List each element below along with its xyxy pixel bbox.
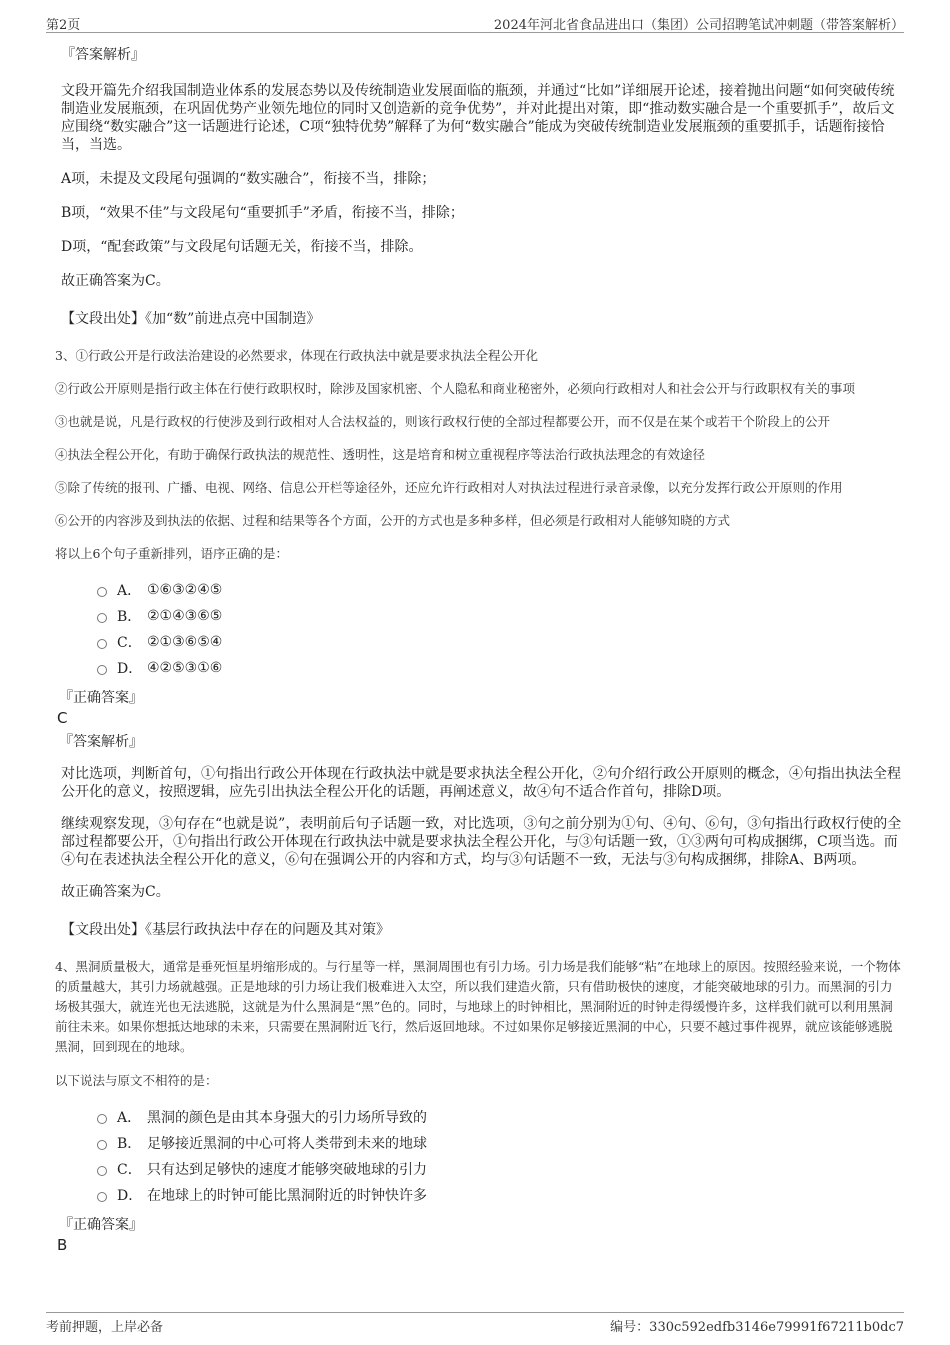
analysis-paragraph: 对比选项，判断首句，①句指出行政公开体现在行政执法中就是要求执法全程公开化，②句介绍行政公开原则的概念，④句指出执法全程公开化的意义，按照逻辑，应先引出执法全程公开化的话题，再阐述意义，故④句不适合作首句，排除D项。 [61, 766, 901, 800]
question-sentence: ③也就是说，凡是行政权的行使涉及到行政相对人合法权益的，则该行政权行使的全部过程都要公开，而不仅是在某个或若干个阶段上的公开 [55, 414, 831, 429]
analysis-paragraph: D项，“配套政策”与文段尾句话题无关，衔接不当，排除。 [61, 239, 423, 255]
analysis-paragraph: A项，未提及文段尾句强调的“数实融合”，衔接不当，排除； [61, 171, 436, 187]
question-passage: 4、黑洞质量极大，通常是垂死恒星坍缩形成的。与行星等一样，黑洞周围也有引力场。引力场是我们能够“粘”在地球上的原因。按照经验来说，一个物体的质量越大，其引力场就越强。正是地球的引力场让我们极难进入太空，所以我们建造火箭，只有借助极快的速度，才能突破地球的引力。而黑洞的引力场极其强大，就连光也无法逃脱，这就是为什么黑洞是“黑”色的。同时，与地球上的时钟相比，黑洞附近的时钟走得缓慢许多，这样我们就可以利用黑洞前往未来。如果你想抵达地球的未来，只需要在黑洞附近飞行，然后返回地球。不过如果你足够接近黑洞的中心，只要不越过事件视界，就应该能够逃脱黑洞，回到现在的地球。 [55, 959, 901, 1054]
radio-icon[interactable] [97, 1192, 107, 1202]
question-prompt: 以下说法与原文不相符的是： [55, 1073, 218, 1088]
radio-icon[interactable] [97, 587, 107, 597]
analysis-paragraph: 故正确答案为C。 [61, 273, 170, 289]
option-a[interactable] [97, 1104, 904, 1130]
option-text: 在地球上的时钟可能比黑洞附近的时钟快许多 [147, 1188, 427, 1204]
page-footer [46, 1312, 904, 1337]
question-sentence: ⑥公开的内容涉及到执法的依据、过程和结果等各个方面，公开的方式也是多种多样，但必须是行政相对人能够知晓的方式 [55, 513, 731, 528]
correct-answer: B [57, 1236, 68, 1254]
option-d[interactable] [97, 1182, 904, 1208]
option-text: 黑洞的颜色是由其本身强大的引力场所导致的 [147, 1110, 427, 1126]
option-b[interactable] [97, 1130, 904, 1156]
footer-slogan: 考前押题，上岸必备 [46, 1320, 164, 1335]
radio-icon[interactable] [97, 1140, 107, 1150]
analysis-paragraph: 故正确答案为C。 [61, 884, 170, 900]
option-d[interactable] [97, 655, 904, 681]
page-header [46, 12, 904, 33]
option-letter: D． [117, 661, 143, 677]
option-text: ②①④③⑥⑤ [147, 608, 223, 624]
question-sentence: 3、①行政公开是行政法治建设的必然要求，体现在行政执法中就是要求执法全程公开化 [55, 348, 538, 363]
analysis-label: 『答案解析』 [59, 734, 143, 750]
main-content [55, 44, 904, 1258]
radio-icon[interactable] [97, 1114, 107, 1124]
radio-icon[interactable] [97, 1166, 107, 1176]
option-letter: B． [117, 609, 142, 625]
analysis-paragraph: B项，“效果不佳”与文段尾句“重要抓手”矛盾，衔接不当，排除； [61, 205, 464, 221]
correct-answer-label: 『正确答案』 [59, 690, 143, 706]
option-letter: A． [117, 1110, 142, 1126]
document-id: 编号：330c592edfb3146e79991f67211b0dc7 [610, 1320, 904, 1335]
option-b[interactable] [97, 603, 904, 629]
analysis-paragraph: 文段开篇先介绍我国制造业体系的发展态势以及传统制造业发展面临的瓶颈，并通过“比如”详细展开论述，接着抛出问题“如何突破传统制造业发展瓶颈，在巩固优势产业领先地位的同时又创造新的竞争优势”，并对此提出对策，即“推动数实融合是一个重要抓手”，故后文应围绕“数实融合”这一话题进行论述，C项“独特优势”解释了为何“数实融合”能成为突破传统制造业发展瓶颈的重要抓手，话题衔接恰当，当选。 [61, 83, 895, 153]
question-sentence: ②行政公开原则是指行政主体在行使行政职权时，除涉及国家机密、个人隐私和商业秘密外，必须向行政相对人和社会公开与行政职权有关的事项 [55, 381, 856, 396]
option-letter: A． [117, 583, 142, 599]
option-letter: C． [117, 1162, 142, 1178]
q4-options [97, 1104, 904, 1208]
option-text: ①⑥③②④⑤ [147, 582, 223, 598]
question-sentence: ④执法全程公开化，有助于确保行政执法的规范性、透明性，这是培育和树立重视程序等法治行政执法理念的有效途径 [55, 447, 706, 462]
option-text: 只有达到足够快的速度才能够突破地球的引力 [147, 1162, 427, 1178]
page-number: 第2页 [46, 18, 81, 33]
question-prompt: 将以上6个句子重新排列，语序正确的是： [55, 546, 288, 561]
source-citation: 【文段出处】《加“数”前进点亮中国制造》 [61, 311, 321, 327]
option-text: ②①③⑥⑤④ [147, 634, 223, 650]
q3-options [97, 577, 904, 681]
analysis-label: 『答案解析』 [61, 47, 145, 63]
question-sentence: ⑤除了传统的报刊、广播、电视、网络、信息公开栏等途径外，还应允许行政相对人对执法过程进行录音录像，以充分发挥行政公开原则的作用 [55, 480, 843, 495]
option-a[interactable] [97, 577, 904, 603]
option-letter: D． [117, 1188, 143, 1204]
option-c[interactable] [97, 629, 904, 655]
option-c[interactable] [97, 1156, 904, 1182]
document-title: 2024年河北省食品进出口（集团）公司招聘笔试冲刺题（带答案解析） [493, 18, 904, 33]
radio-icon[interactable] [97, 613, 107, 623]
option-text: ④②⑤③①⑥ [147, 660, 223, 676]
correct-answer: C [57, 709, 68, 727]
analysis-paragraph: 继续观察发现，③句存在“也就是说”，表明前后句子话题一致，对比选项，③句之前分别为①句、④句、⑥句，③句指出行政权行使的全部过程都要公开，①句指出行政公开体现在行政执法中就是要求执法全程公开化，与③句话题一致，①③两句可构成捆绑，C项当选。而④句在表述执法全程公开化的意义，⑥句在强调公开的内容和方式，均与③句话题不一致，无法与③句构成捆绑，排除A、B两项。 [61, 816, 902, 868]
option-letter: C． [117, 635, 142, 651]
source-citation: 【文段出处】《基层行政执法中存在的问题及其对策》 [61, 922, 390, 938]
radio-icon[interactable] [97, 665, 107, 675]
radio-icon[interactable] [97, 639, 107, 649]
correct-answer-label: 『正确答案』 [59, 1217, 143, 1233]
option-letter: B． [117, 1136, 142, 1152]
option-text: 足够接近黑洞的中心可将人类带到未来的地球 [147, 1136, 427, 1152]
